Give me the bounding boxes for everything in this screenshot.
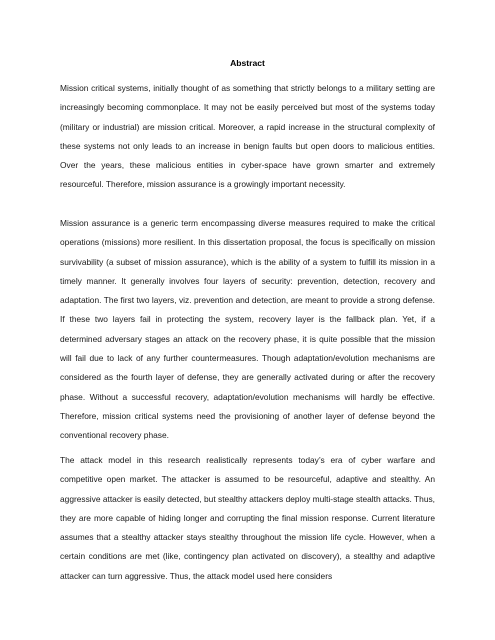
abstract-paragraph-2: Mission assurance is a generic term encompassing diverse measures required to make the critical operations (missions) more resilient. In this dissertation proposal, the focus is specifically on mission survivability (a subset of mission assurance), which is the ability of a system to fulfill its mission in a timely manner. It generally involves four layers of security: prevention, detection, recovery and adaptation. The first two layers, viz. prevention and detection, are meant to provide a strong defense. If these two layers fail in protecting the system, recovery layer is the fallback plan. Yet, if a determined adversary stages an attack on the recovery phase, it is quite possible that the mission will fail due to lack of any further countermeasures. Though adaptation/evolution mechanisms are considered as the fourth layer of defense, they are generally activated during or after the recovery phase. Without a successful recovery, adaptation/evolution mechanisms will hardly be effective. Therefore, mission critical systems need the provisioning of another layer of defense beyond the conventional recovery phase.: [60, 218, 435, 441]
abstract-paragraph-1: Mission critical systems, initially thought of as something that strictly belongs to a military setting are increasingly becoming commonplace. It may not be easily perceived but most of the systems today (military or industrial) are mission critical. Moreover, a rapid increase in the structural complexity of these systems not only leads to an increase in benign faults but open doors to malicious entities. Over the years, these malicious entities in cyber-space have grown smarter and extremely resourceful. Therefore, mission assurance is a growingly important necessity.: [60, 83, 435, 190]
abstract-heading: Abstract: [230, 58, 265, 68]
abstract-paragraph-3: The attack model in this research realistically represents today’s era of cyber warfare and competitive open market. The attacker is assumed to be resourceful, adaptive and stealthy. An aggressive attacker is easily detected, but stealthy attackers deploy multi-stage stealth attacks. Thus, they are more capable of hiding longer and corrupting the final mission response. Current literature assumes that a stealthy attacker stays stealthy throughout the mission life cycle. However, when a certain conditions are met (like, contingency plan activated on discovery), a stealthy and adaptive attacker can turn aggressive. Thus, the attack model used here considers: [60, 455, 435, 581]
